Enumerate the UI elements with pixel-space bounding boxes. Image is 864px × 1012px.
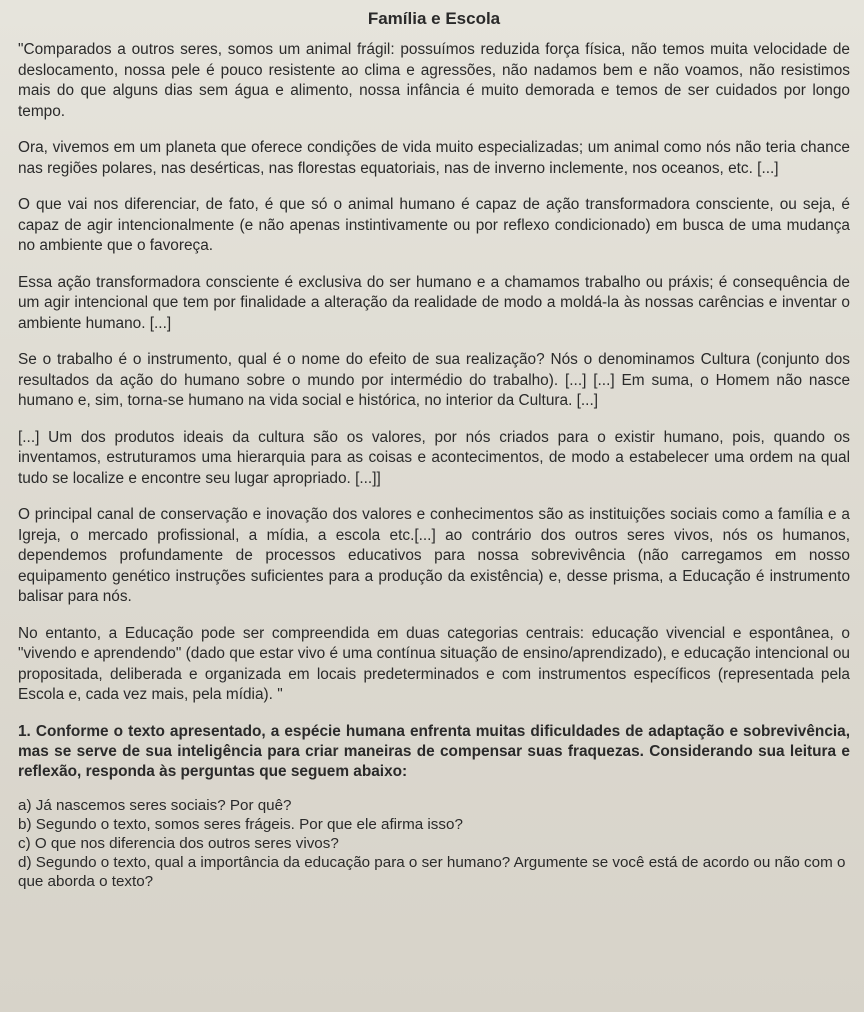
paragraph-2: Ora, vivemos em um planeta que oferece condições de vida muito especializadas; um animal como nós não teria chance nas regiões polares, nas desérticas, nas florestas equatoriais, nas de inverno inclemente, nos oceanos, etc. [...] xyxy=(18,139,850,177)
paragraph-5: Se o trabalho é o instrumento, qual é o nome do efeito de sua realização? Nós o denominamos Cultura (conjunto dos resultados da ação do humano sobre o mundo por intermédio do trabalho). [...] [...] Em suma, o Homem não nasce humano e, sim, torna-se humano na vida social e histórica, no interior da Cultura. [...] xyxy=(18,351,850,409)
page-title: Família e Escola xyxy=(367,9,501,28)
question-list xyxy=(18,796,850,891)
paragraph-8: No entanto, a Educação pode ser compreendida em duas categorias centrais: educação vivencial e espontânea, o "vivendo e aprendendo" (dado que estar vivo é uma contínua situação de ensino/aprendizado), e educação intencional ou propositada, deliberada e organizada em locais predeterminados e com instrumentos específicos (representada pela Escola e, cada vez mais, pela mídia). " xyxy=(18,624,850,703)
question-item-c: c) O que nos diferencia dos outros seres vivos? xyxy=(18,834,339,852)
paragraph-4: Essa ação transformadora consciente é exclusiva do ser humano e a chamamos trabalho ou práxis; é consequência de um agir intencional que tem por finalidade a alteração da realidade de modo a moldá-la às nossas carências e inventar o ambiente humano. [...] xyxy=(18,273,850,332)
question-item-b: b) Segundo o texto, somos seres frágeis. Por que ele afirma isso? xyxy=(18,815,463,833)
question-item-d: d) Segundo o texto, qual a importância da educação para o ser humano? Argumente se você está de acordo ou não com o que aborda o texto? xyxy=(18,853,846,890)
question-item-a: a) Já nascemos seres sociais? Por quê? xyxy=(18,796,292,814)
paragraph-7: O principal canal de conservação e inovação dos valores e conhecimentos são as instituições sociais como a família e a Igreja, o mercado profissional, a mídia, a escola etc.[...] ao contrário dos outros seres vivos, nós os humanos, dependemos profundamente de processos educativos para nossa sobrevivência (não carregamos em nosso equipamento genético instruções suficientes para a produção da existência) e, desse prisma, a Educação é instrumento balisar para nós. xyxy=(18,506,850,605)
paragraph-3: O que vai nos diferenciar, de fato, é que só o animal humano é capaz de ação transformadora consciente, ou seja, é capaz de agir intencionalmente (e não apenas instintivamente ou por reflexo condicionado) em busca de uma mudança no ambiente que o favoreça. xyxy=(18,196,850,254)
paragraph-6: [...] Um dos produtos ideais da cultura são os valores, por nós criados para o existir humano, pois, quando os inventamos, estruturamos uma hierarquia para as coisas e acontecimentos, de modo a estabelecer uma ordem na qual tudo se localize e encontre seu lugar apropriado. [...]] xyxy=(18,428,850,487)
question-intro: 1. Conforme o texto apresentado, a espécie humana enfrenta muitas dificuldades de adaptação e sobrevivência, mas se serve de sua inteligência para criar maneiras de compensar suas fraquezas. Considerando sua leitura e reflexão, responda às perguntas que seguem abaixo: xyxy=(18,722,850,780)
paragraph-1: "Comparados a outros seres, somos um animal frágil: possuímos reduzida força física, não temos muita velocidade de deslocamento, nossa pele é pouco resistente ao clima e agressões, não nadamos bem e não voamos, não resistimos mais do que alguns dias sem água e alimento, nossa infância é muito demorada e temos de ser cuidados por longo tempo. xyxy=(18,41,850,120)
